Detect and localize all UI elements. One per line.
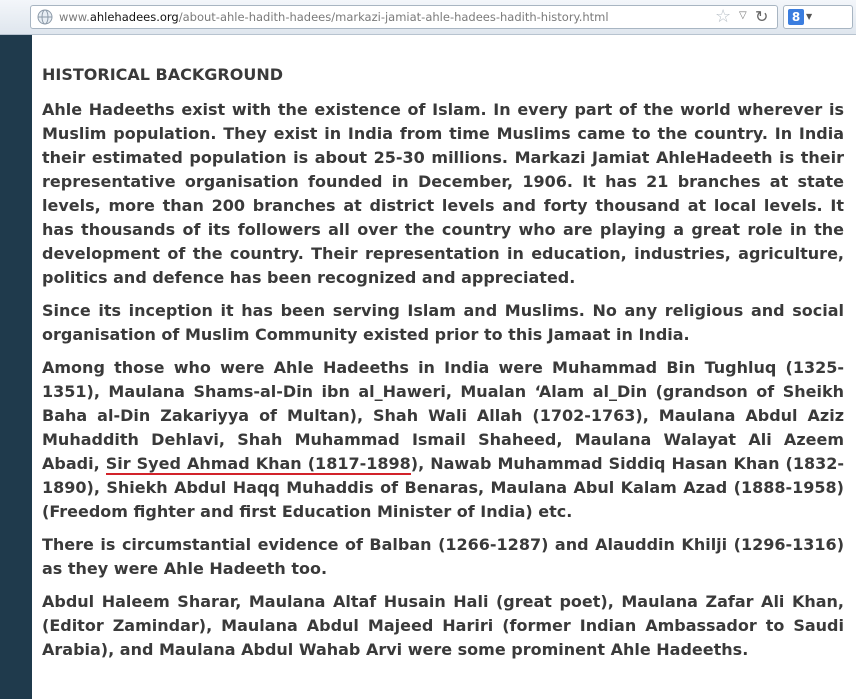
bookmark-star-icon[interactable]: ☆ [715,6,732,27]
paragraph-intro: Ahle Hadeeths exist with the existence of Islam. In every part of the world wherever is Muslim population. They exist in India from time Muslims came to the country. In India their estimated population is about 25-30 millions. Markazi Jamiat AhleHadeeth is their representative organisation founded in December, 1906. It has 21 branches at state levels, more than 200 branches at district levels and forty thousand at local levels. It has thousands of its followers all over the country who are playing a great role in the development of the country. Their representation in education, industries, agriculture, politics and defence has been recognized and appreciated. [42,100,844,287]
page-heading: HISTORICAL BACKGROUND [42,65,283,84]
notable-people-text-end: ), Nawab Muhammad Siddiq Hasan Khan (1832-1890), Shiekh Abdul Haqq Muhaddis of Benaras, Maulana Abul Kalam Azad (1888-1958) (Freedom fighter and first Education Minister of India) etc. [42,454,844,521]
engine-dropdown-icon[interactable]: ▼ [806,12,813,21]
globe-icon [37,9,53,25]
chevron-down-icon[interactable]: ▽ [739,10,747,21]
underlined-name: Sir Syed Ahmad Khan (1817-1898 [105,454,411,473]
url-domain: ahlehadees.org [89,10,179,24]
paragraph-notable-people [42,356,844,524]
google-icon[interactable]: 8 [788,9,804,25]
url-path: /about-ahle-hadith-hadees/markazi-jamiat-ahle-hadees-hadith-history.html [178,10,609,24]
paragraph-inception: Since its inception it has been serving Islam and Muslims. No any religious and social organisation of Muslim Community existed prior to this Jamaat in India. [42,301,844,344]
url-text[interactable] [59,10,609,24]
paragraph-evidence: There is circumstantial evidence of Balban (1266-1287) and Alauddin Khilji (1296-1316) as they were Ahle Hadeeth too. [42,535,844,578]
url-prefix: www. [59,10,90,24]
notable-people-text-start: Among those who were Ahle Hadeeths in India were Muhammad Bin Tughluq (1325-1351), Maulana Shams-al-Din ibn al_Haweri, Mualan ‘Alam al_Din (grandson of Sheikh Baha al-Din Zakariyya of Multan), Shah Wali Allah (1702-1763), Maulana Abdul Aziz Muhaddith Dehlavi, Shah Muhammad Ismail Shaheed, Maulana Walayat Ali Azeem Abadi, [42,358,844,473]
search-engine-selector[interactable] [783,5,853,29]
address-bar[interactable] [30,5,778,29]
page-content [32,35,856,699]
reload-icon[interactable]: ↻ [755,7,769,26]
browser-toolbar [0,0,856,35]
paragraph-prominent: Abdul Haleem Sharar, Maulana Altaf Husain Hali (great poet), Maulana Zafar Ali Khan, (Editor Zamindar), Maulana Abdul Majeed Hariri (former Indian Ambassador to Saudi Arabia), and Maulana Abdul Wahab Arvi were some prominent Ahle Hadeeths. [42,592,844,659]
